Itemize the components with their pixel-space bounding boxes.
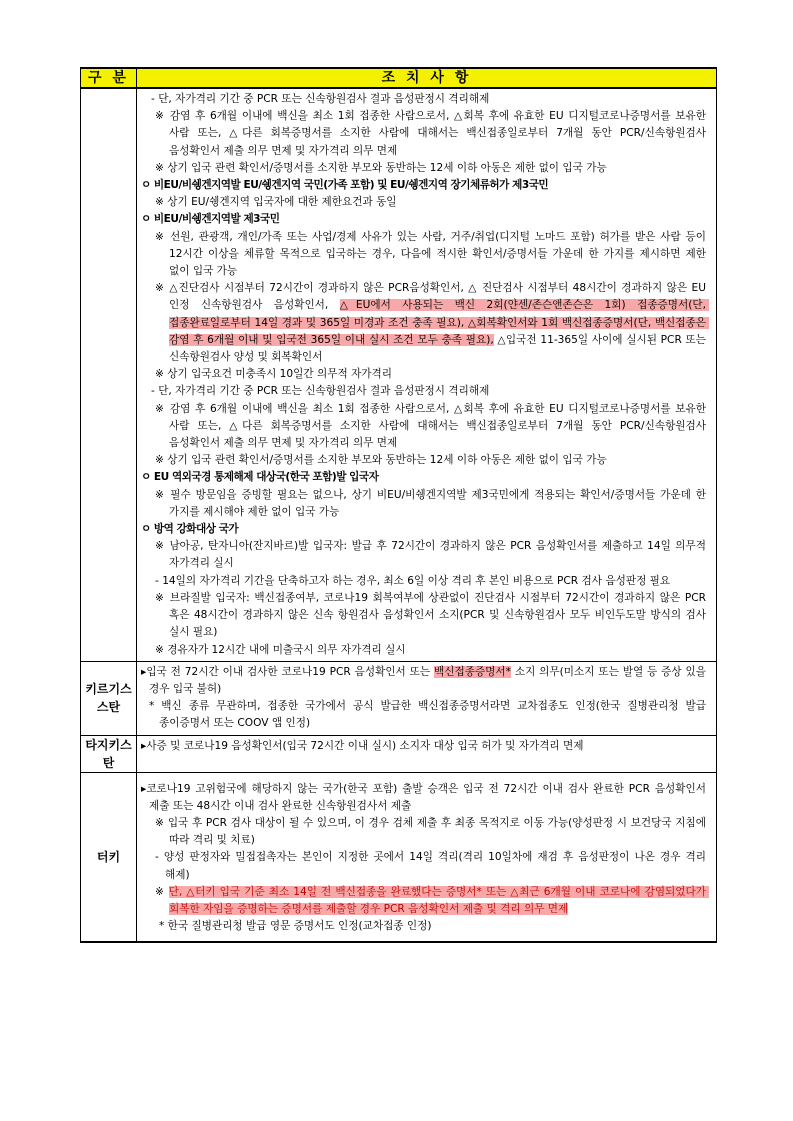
section-heading: ㅇ 방역 강화대상 국가 [141, 523, 239, 536]
text-line: * 백신 종류 무관하며, 접종한 국가에서 공식 발급한 백신접종증명서라면 교차접종도 인정(한국 질병관리청 발급 종이증명서 또는 COOV 앱 인정) [149, 700, 710, 730]
text-line: ※ 감염 후 6개월 이내에 백신을 최소 1회 접종한 사람으로서, △회복 후에 유효한 EU 디지털코로나증명서를 보유한 사람 또는, △다른 회복증명서를 소지한 사람에 대해서는 백신접종일로부터 7개월 동안 PCR/신속항원검사 음성확인서 제출 의무 면제 및 자가격리 의무 면제 [155, 402, 710, 450]
section-heading: ㅇ 비EU/비쉥겐지역발 EU/쉥겐지역 국민(가족 포함) 및 EU/쉥겐지역 장기체류허가 제3국민 [141, 179, 549, 192]
text-line: - 단, 자가격리 기간 중 PCR 또는 신속항원검사 결과 음성판정시 격리해제 [151, 93, 490, 105]
text-line: ※ 상기 입국요건 미충족시 10일간 의무적 자가격리 [155, 368, 392, 381]
text-line: ※ 선원, 관광객, 개인/가족 또는 사업/경제 사유가 있는 사람, 거주/취업(디지털 노마드 포함) 허가를 받은 사람 등이 12시간 이상을 체류할 목적으로 입국하는 경우, 다음에 적시한 확인서/증명서들 가운데 한 가지를 제시하면 제한 없이 입국 가능 [155, 230, 710, 278]
country-name-kyrgyzstan: 키르기스스탄 [81, 661, 137, 735]
section-heading: ㅇ EU 역외국경 통제해제 대상국(한국 포함)발 입국자 [141, 471, 379, 484]
table-row [81, 661, 717, 735]
measures-cell-turkey [137, 772, 717, 942]
text-line: - 단, 자가격리 기간 중 PCR 또는 신속항원검사 결과 음성판정시 격리해제 [151, 385, 490, 398]
table-row [81, 88, 717, 661]
country-name-tajikistan: 타지키스탄 [81, 735, 137, 772]
text-line: ▸사증 및 코로나19 음성확인서(입국 72시간 이내 실시) 소지자 대상 입국 허가 및 자가격리 면제 [141, 739, 584, 752]
measures-table [80, 67, 717, 943]
measures-cell-eu [137, 88, 717, 661]
text-line: ※ 경유자가 12시간 내에 미출국시 의무 자가격리 실시 [155, 643, 406, 656]
text-line: ※ 상기 입국 관련 확인서/증명서를 소지한 부모와 동반하는 12세 이하 아동은 제한 없이 입국 가능 [155, 454, 607, 467]
header-category: 구 분 [81, 68, 137, 88]
text-line [141, 664, 710, 698]
text-span: 소지 의무(미소지 또는 발열 등 증상 있을 경우 입국 불허) [149, 665, 710, 695]
section-heading: ㅇ 비EU/비쉥겐지역발 제3국민 [141, 213, 280, 226]
country-name-turkey: 터키 [81, 772, 137, 942]
text-span: ▸입국 전 72시간 이내 검사한 코로나19 PCR 음성확인서 또는 [141, 665, 435, 678]
text-span: ※ △진단검사 시점부터 72시간이 경과하지 않은 PCR음성확인서, △ 진단검사 시점부터 48시간이 경과하지 않은 EU 인정 신속항원검사 음성확인서, [155, 282, 710, 312]
text-line [155, 280, 710, 366]
text-line: - 14일의 자가격리 기간을 단축하고자 하는 경우, 최소 6일 이상 격리 후 본인 비용으로 PCR 검사 음성판정 필요 [155, 574, 671, 587]
measures-cell-kyrgyzstan [137, 661, 717, 735]
text-span: ※ [155, 885, 169, 898]
table-row [81, 735, 717, 772]
table-header-row [81, 68, 717, 88]
text-line: ※ 입국 후 PCR 검사 대상이 될 수 있으며, 이 경우 검체 제출 후 최종 목적지로 이동 가능(양성판정 시 보건당국 지침에 따라 격리 및 치료) [155, 816, 710, 847]
highlighted-text: 단, △터키 입국 기준 최소 14일 전 백신접종을 완료했다는 증명서* 또는 △최근 6개월 이내 코로나에 감염되었다가 회복한 자임을 증명하는 증명서를 제출할 경우 PCR 음성확인서 제출 및 격리 의무 면제 [168, 885, 710, 915]
measures-cell-tajikistan [137, 735, 717, 772]
text-line: ※ 남아공, 탄자니아(잔지바르)발 입국자: 발급 후 72시간이 경과하지 않은 PCR 음성확인서를 제출하고 14일 의무적 자가격리 실시 [155, 540, 710, 570]
text-line [155, 884, 710, 918]
text-line: ※ 상기 EU/쉥겐지역 입국자에 대한 제한요건과 동일 [155, 196, 397, 209]
header-measures: 조 치 사 항 [137, 68, 717, 88]
text-line: ※ 브라질발 입국자: 백신접종여부, 코로나19 회복여부에 상관없이 진단검사 시점부터 72시간이 경과하지 않은 PCR 혹은 48시간이 경과하지 않은 신속 항원검사 음성확인서 소지(PCR 및 신속항원검사 모두 비인두도말 방식의 검사 실시 필요) [155, 591, 710, 639]
text-line: ※ 감염 후 6개월 이내에 백신을 최소 1회 접종한 사람으로서, △회복 후에 유효한 EU 디지털코로나증명서를 보유한 사람 또는, △다른 회복증명서를 소지한 사람에 대해서는 백신접종일로부터 7개월 동안 PCR/신속항원검사 음성확인서 제출 의무 면제 및 자가격리 의무 면제 [155, 110, 710, 157]
country-cell-empty [81, 88, 137, 661]
text-line: ※ 필수 방문임을 증빙할 필요는 없으나, 상기 비EU/비쉥겐지역발 제3국민에게 적용되는 확인서/증명서들 가운데 한 가지를 제시해야 제한 없이 입국 가능 [155, 488, 710, 518]
text-line: - 양성 판정자와 밀접접촉자는 본인이 지정한 곳에서 14일 격리(격리 10일차에 재검 후 음성판정이 나온 경우 격리 해제) [155, 851, 710, 881]
text-line: * 한국 질병관리청 발급 영문 증명서도 인정(교차접종 인정) [159, 920, 432, 933]
text-line: ▸코로나19 고위험국에 해당하지 않는 국가(한국 포함) 출발 승객은 입국 전 72시간 이내 검사 완료한 PCR 음성확인서 제출 또는 48시간 이내 검사 완료한 신속항원검사서 제출 [141, 782, 710, 812]
text-span: △입국전 11-365일 사이에 실시된 PCR 또는 신속항원검사 양성 및 회복확인서 [169, 333, 710, 364]
text-line: ※ 상기 입국 관련 확인서/증명서를 소지한 부모와 동반하는 12세 이하 아동은 제한 없이 입국 가능 [155, 161, 607, 174]
table-row [81, 772, 717, 942]
highlighted-text: △EU에서 사용되는 백신 2회(얀센/존슨앤존슨은 1회) 접종증명서(단, 접종완료일로부터 14일 경과 및 365일 미경과 조건 충족 필요), △회복확인서와 1회 백신접종증명서(단, 백신접종은 감염 후 6개월 이내 및 입국전 365일 이내 실시 조건 모두 충족 필요), [169, 299, 710, 346]
highlighted-text: 백신접종증명서* [434, 665, 511, 678]
